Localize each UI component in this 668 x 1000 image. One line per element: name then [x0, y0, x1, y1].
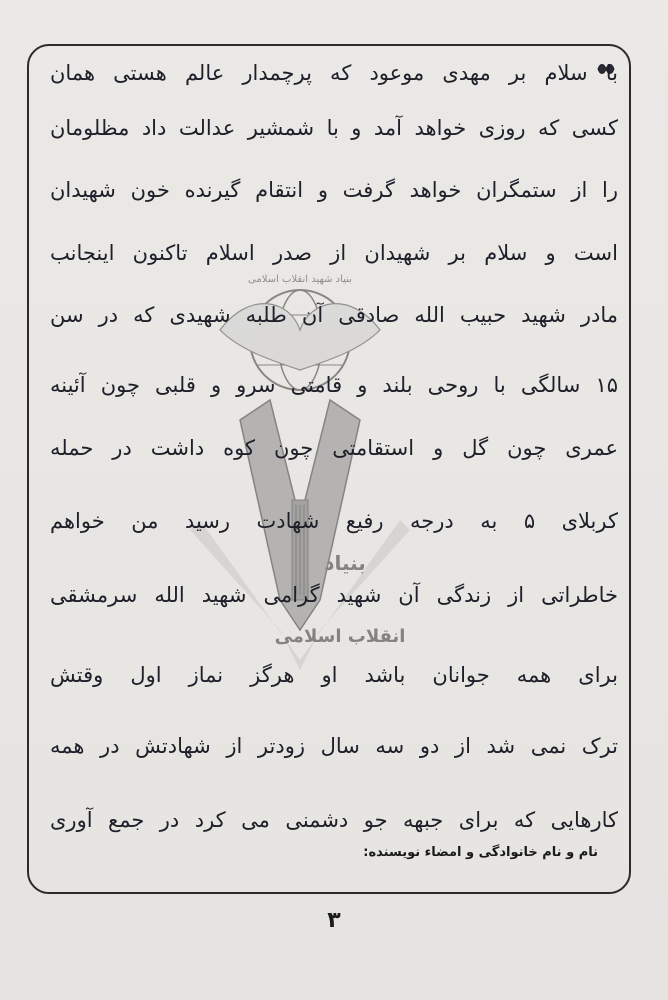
foundation-emblem-watermark: [170, 270, 430, 690]
letter-line: برای همه جوانان باشد او هرگز نماز اول وقتش: [50, 663, 618, 687]
letter-line: عمری چون گل و استقامتی چون کوه داشت در حمله: [50, 436, 618, 460]
watermark-text-revolution: انقلاب اسلامی: [274, 626, 406, 647]
page-number: ۳: [327, 908, 341, 933]
letter-line: است و سلام بر شهیدان از صدر اسلام تاکنون اینجانب: [50, 241, 618, 265]
letter-line: را از ستمگران خواهد گرفت و انتقام گیرنده خون شهیدان: [50, 178, 618, 202]
letter-line: کارهایی که برای جبهه جو دشمنی می کرد در جمع آوری: [50, 808, 618, 832]
watermark-text-foundation: بنیاد: [324, 551, 366, 575]
letter-line: ترک نمی شد از دو سه سال زودتر از شهادتش در همه: [50, 734, 618, 758]
author-signature-label: نام و نام خانوادگی و امضاء نویسنده:: [363, 845, 598, 860]
letter-line: با سلام بر مهدی موعود که پرچمدار عالم هستی همان: [50, 61, 618, 85]
letter-line: خاطراتی از زندگی آن شهید گرامی شهید الله سرمشقی: [50, 583, 618, 607]
watermark-ring-text: بنیاد شهید انقلاب اسلامی: [248, 274, 352, 285]
letter-line: ۱۵ سالگی با روحی بلند و قامتی سرو و قلبی چون آئینه: [50, 373, 618, 397]
letter-line: مادر شهید حبیب الله صادقی آن طلبه شهیدی که در سن: [50, 303, 618, 327]
letter-line: کسی که روزی خواهد آمد و با شمشیر عدالت داد مظلومان: [50, 116, 618, 140]
letter-line: کربلای ۵ به درجه رفیع شهادت رسید من خواهم: [50, 509, 618, 533]
